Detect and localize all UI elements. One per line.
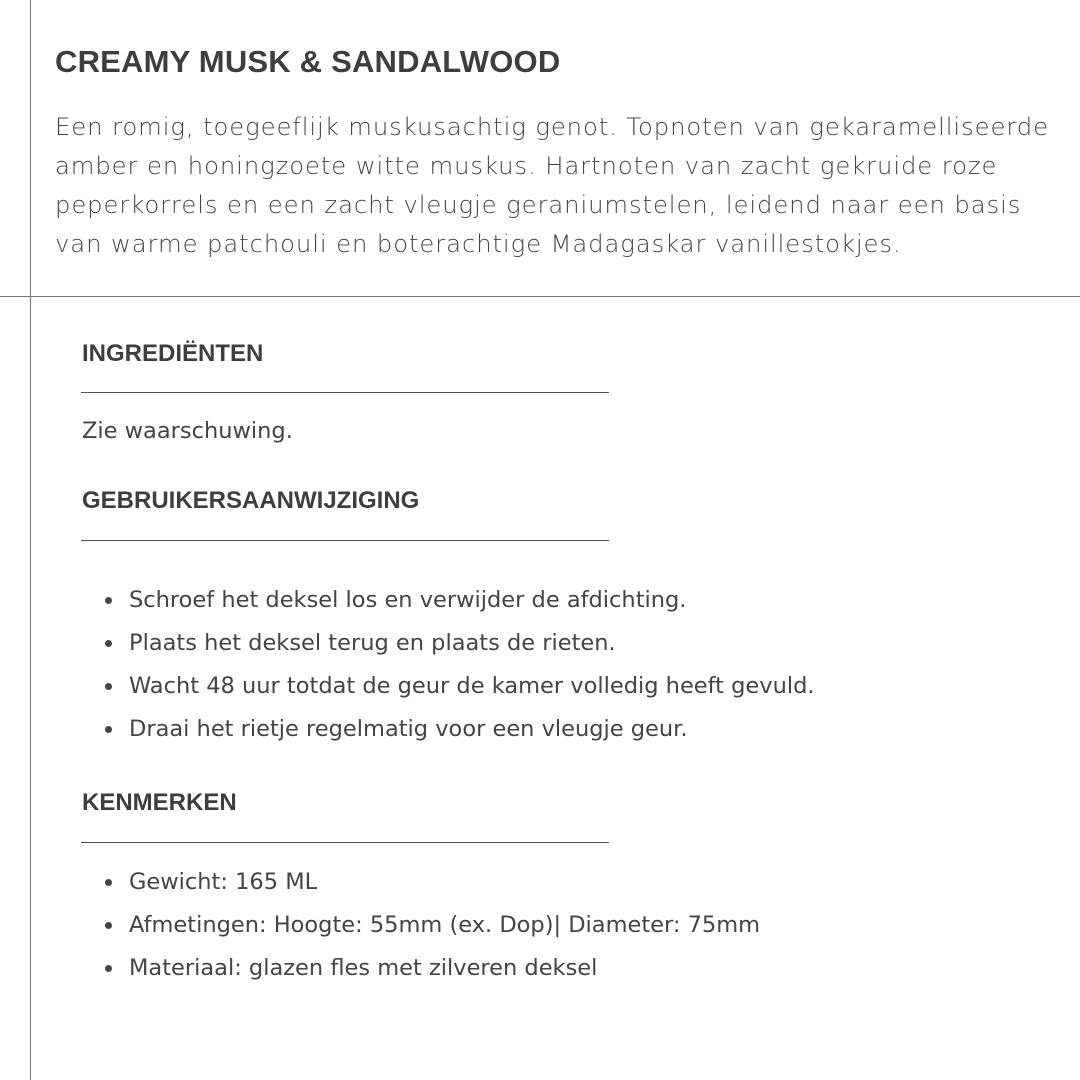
- instructions-list: [105, 585, 815, 757]
- product-description: Een romig, toegeeflijk muskusachtig genot. Topnoten van gekaramelliseerde amber en honingzoete witte muskus. Hartnoten van zacht gekruide roze peperkorrels en een zacht vleugje geraniumstelen, leidend naar een basis van warme patchouli en boterachtige Madagaskar vanillestokjes.: [55, 112, 1049, 258]
- list-item: [105, 953, 760, 996]
- list-item-text: Schroef het deksel los en verwijder de afdichting.: [129, 587, 687, 613]
- vertical-divider: [30, 0, 31, 1080]
- horizontal-divider: [0, 296, 1080, 297]
- bullet-icon: [105, 879, 112, 886]
- instructions-rule: [81, 540, 609, 541]
- bullet-icon: [105, 683, 112, 690]
- list-item: [105, 714, 815, 757]
- list-item-text: Draai het rietje regelmatig voor een vleugje geur.: [129, 716, 688, 742]
- list-item: [105, 628, 815, 671]
- bullet-icon: [105, 726, 112, 733]
- features-list: [105, 867, 760, 996]
- product-title: CREAMY MUSK & SANDALWOOD: [55, 44, 561, 79]
- ingredients-heading: INGREDIËNTEN: [82, 340, 264, 367]
- features-heading: KENMERKEN: [82, 789, 237, 816]
- bullet-icon: [105, 640, 112, 647]
- list-item-text: Materiaal: glazen fles met zilveren deksel: [129, 955, 598, 981]
- list-item-text: Wacht 48 uur totdat de geur de kamer volledig heeft gevuld.: [129, 673, 815, 699]
- bullet-icon: [105, 965, 112, 972]
- bullet-icon: [105, 597, 112, 604]
- list-item: [105, 585, 815, 628]
- bullet-icon: [105, 922, 112, 929]
- list-item-text: Plaats het deksel terug en plaats de rieten.: [129, 630, 616, 656]
- list-item: [105, 671, 815, 714]
- list-item-text: Afmetingen: Hoogte: 55mm (ex. Dop)| Diameter: 75mm: [129, 912, 761, 938]
- list-item: [105, 867, 760, 910]
- list-item: [105, 910, 760, 953]
- list-item-text: Gewicht: 165 ML: [129, 869, 318, 895]
- ingredients-rule: [81, 392, 609, 393]
- features-rule: [81, 842, 609, 843]
- instructions-heading: GEBRUIKERSAANWIJZIGING: [82, 487, 420, 514]
- ingredients-text: Zie waarschuwing.: [82, 418, 293, 444]
